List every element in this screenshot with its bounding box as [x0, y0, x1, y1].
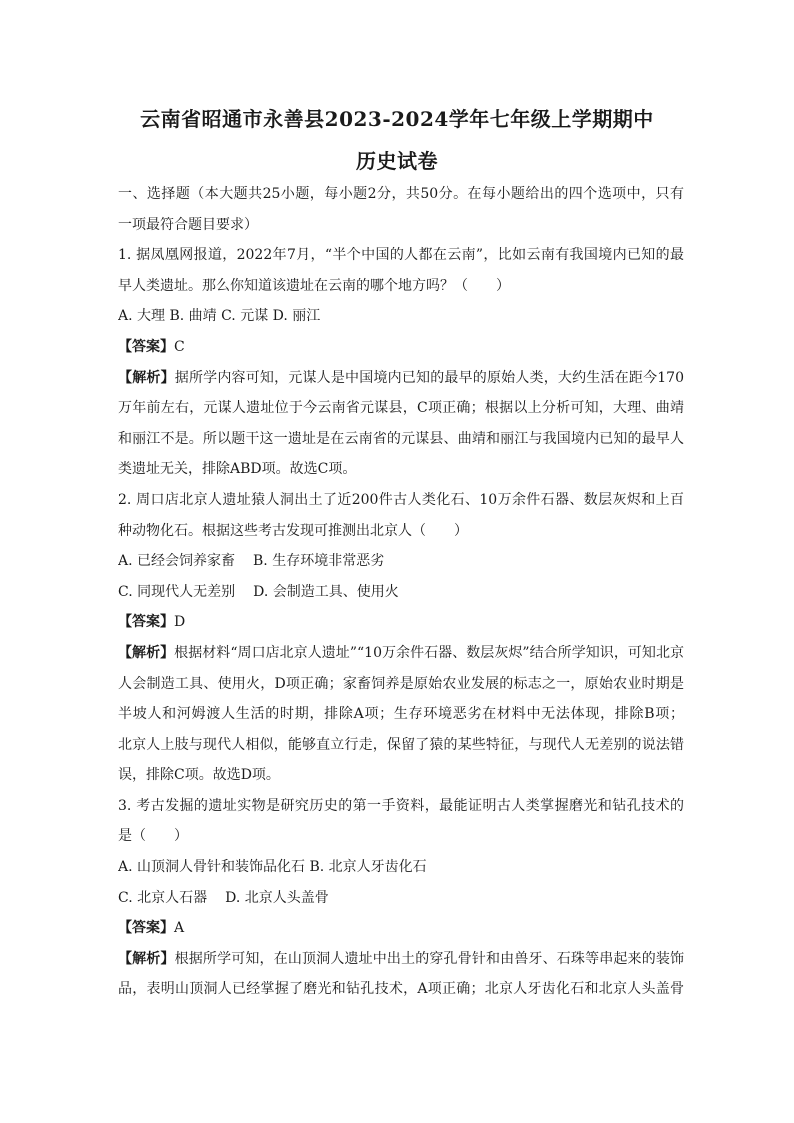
analysis-text: 根据材料“周口店北京人遗址”“10万余件石器、数层灰烬”结合所学知识，可知北京	[174, 644, 684, 661]
section-heading: 一、选择题（本大题共25小题，每小题2分，共50分。在每小题给出的四个选项中，只有	[118, 186, 684, 202]
page-subtitle: 历史试卷	[356, 149, 438, 173]
question-3-options-ab: A. 山顶洞人骨针和装饰品化石 B. 北京人牙齿化石	[118, 859, 427, 876]
option-c: C. 北京人石器	[118, 889, 208, 906]
question-2-stem: 2. 周口店北京人遗址猿人洞出土了近200件古人类化石、10万余件石器、数层灰烬和上百	[118, 491, 684, 508]
answer-label: 【答案】	[118, 338, 174, 355]
option-c: C. 同现代人无差别	[118, 583, 236, 600]
question-2-analysis-5: 误，排除C项。故选D项。	[118, 767, 280, 784]
option-a: A. 已经会饲养家畜	[118, 553, 236, 570]
question-2-stem-cont: 种动物化石。根据这些考古发现可推测出北京人（ ）	[118, 522, 468, 539]
question-1-analysis	[118, 363, 684, 394]
answer-label: 【答案】	[118, 920, 174, 937]
question-3-stem: 3. 考古发掘的遗址实物是研究历史的第一手资料，最能证明古人类掌握磨光和钻孔技术的	[118, 797, 684, 814]
question-1-analysis-2: 万年前左右，元谋人遗址位于今云南省元谋县，C项正确；根据以上分析可知，大理、曲靖	[118, 400, 684, 417]
question-1-stem-cont: 早人类遗址。那么你知道该遗址在云南的哪个地方吗？（ ）	[118, 277, 510, 294]
analysis-label: 【解析】	[118, 369, 175, 386]
question-2-analysis	[118, 638, 684, 669]
option-d: D. 会制造工具、使用火	[253, 583, 399, 600]
question-2-analysis-4: 北京人上肢与现代人相似，能够直立行走，保留了猿的某些特征，与现代人无差别的说法错	[118, 736, 684, 753]
question-3-options-cd	[118, 883, 684, 914]
answer-value: C	[174, 338, 185, 355]
question-2-answer	[118, 607, 684, 638]
analysis-text: 根据所学可知，在山顶洞人遗址中出土的穿孔骨针和由兽牙、石珠等串起来的装饰	[174, 950, 684, 967]
question-3-analysis	[118, 944, 684, 975]
analysis-label: 【解析】	[118, 644, 175, 661]
question-1-analysis-3: 和丽江不是。所以题干这一遗址是在云南省的元谋县、曲靖和丽江与我国境内已知的最早人	[118, 430, 684, 447]
analysis-label: 【解析】	[118, 950, 175, 967]
question-2-options-cd	[118, 577, 684, 608]
question-2-options-ab	[118, 546, 684, 577]
section-heading-cont: 一项最符合题目要求）	[118, 216, 258, 233]
question-1-stem: 1. 据凤凰网报道，2022年7月，“半个中国的人都在云南”，比如云南有我国境内已知的最	[118, 247, 684, 264]
question-3-stem-cont: 是（ ）	[118, 828, 188, 845]
question-2-analysis-2: 人会制造工具、使用火，D项正确；家畜饲养是原始农业发展的标志之一，原始农业时期是	[118, 675, 684, 692]
option-b: B. 生存环境非常恶劣	[253, 553, 385, 570]
answer-value: D	[174, 614, 186, 631]
question-1-answer	[118, 332, 684, 363]
answer-label: 【答案】	[118, 614, 174, 631]
question-3-analysis-2: 品，表明山顶洞人已经掌握了磨光和钻孔技术，A项正确；北京人牙齿化石和北京人头盖骨	[118, 981, 684, 998]
question-3-answer	[118, 913, 684, 944]
answer-value: A	[174, 920, 185, 937]
option-d: D. 北京人头盖骨	[225, 889, 329, 906]
question-2-analysis-3: 半坡人和河姆渡人生活的时期，排除A项；生存环境恶劣在材料中无法体现，排除B项；	[118, 706, 684, 723]
analysis-text: 据所学内容可知，元谋人是中国境内已知的最早的原始人类，大约生活在距今170	[174, 369, 684, 386]
question-1-options: A. 大理 B. 曲靖 C. 元谋 D. 丽江	[118, 308, 321, 325]
question-1-analysis-4: 类遗址无关，排除ABD项。故选C项。	[118, 461, 357, 478]
page-title: 云南省昭通市永善县2023-2024学年七年级上学期期中	[140, 107, 654, 131]
document-body	[118, 179, 684, 1005]
